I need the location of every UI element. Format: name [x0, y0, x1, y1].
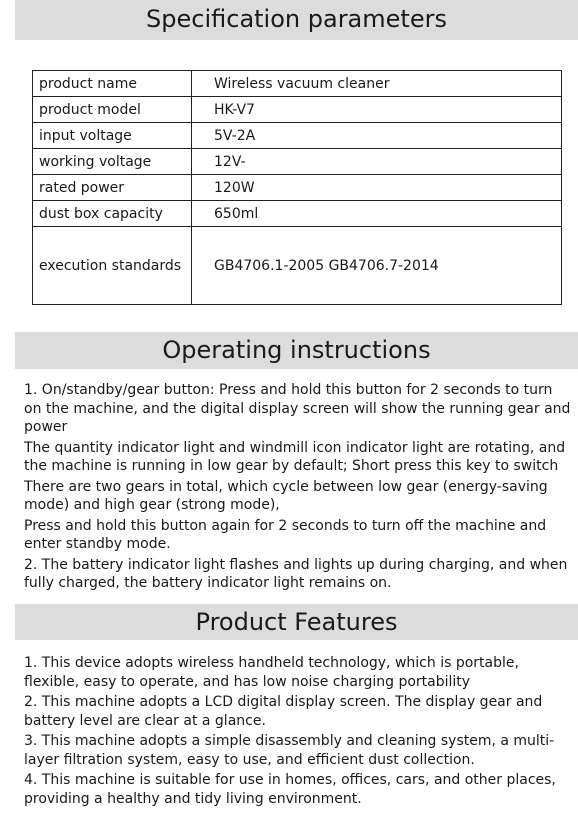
operating-instructions-text [24, 381, 572, 595]
instruction-paragraph: 1. On/standby/gear button: Press and hold this button for 2 seconds to turn on the machine, and the digital display screen will show the running gear and power [24, 382, 571, 435]
feature-paragraph: 4. This machine is suitable for use in homes, offices, cars, and other places, providing a healthy and tidy living environment. [24, 772, 556, 807]
instruction-paragraph: Press and hold this button again for 2 seconds to turn off the machine and enter standby mode. [24, 517, 547, 552]
spec-row [33, 175, 562, 201]
operating-section-title: Operating instructions [15, 332, 578, 369]
spec-row [33, 71, 562, 97]
spec-key: dust box capacity [33, 201, 192, 227]
product-features-text [24, 654, 572, 810]
spec-value: 12V- [192, 149, 562, 175]
spec-row [33, 97, 562, 123]
spec-row [33, 149, 562, 175]
spec-key: rated power [33, 175, 192, 201]
instruction-paragraph: The quantity indicator light and windmill icon indicator light are rotating, and the machine is running in low gear by default; Short press this key to switch [24, 439, 566, 474]
spec-key: execution standards [33, 227, 192, 305]
spec-row [33, 227, 562, 305]
feature-paragraph: 1. This device adopts wireless handheld technology, which is portable, flexible, easy to operate, and has low noise charging portability [24, 655, 519, 690]
spec-key: working voltage [33, 149, 192, 175]
instruction-paragraph: 2. The battery indicator light flashes and lights up during charging, and when fully charged, the battery indicator light remains on. [24, 556, 568, 591]
spec-value: GB4706.1-2005 GB4706.7-2014 [192, 227, 562, 305]
spec-section-title: Specification parameters [15, 0, 578, 40]
spec-row [33, 123, 562, 149]
spec-value: Wireless vacuum cleaner [192, 71, 562, 97]
spec-key: product model [33, 97, 192, 123]
spec-table [32, 70, 562, 305]
features-section-title: Product Features [15, 604, 578, 640]
instruction-paragraph: There are two gears in total, which cycle between low gear (energy-saving mode) and high gear (strong mode), [24, 478, 548, 513]
spec-value: 120W [192, 175, 562, 201]
spec-row [33, 201, 562, 227]
feature-paragraph: 3. This machine adopts a simple disassembly and cleaning system, a multi-layer filtration system, easy to use, and efficient dust collection. [24, 733, 555, 768]
spec-key: product name [33, 71, 192, 97]
feature-paragraph: 2. This machine adopts a LCD digital display screen. The display gear and battery level are clear at a glance. [24, 694, 543, 729]
spec-key: input voltage [33, 123, 192, 149]
spec-value: HK-V7 [192, 97, 562, 123]
spec-value: 5V-2A [192, 123, 562, 149]
spec-value: 650ml [192, 201, 562, 227]
